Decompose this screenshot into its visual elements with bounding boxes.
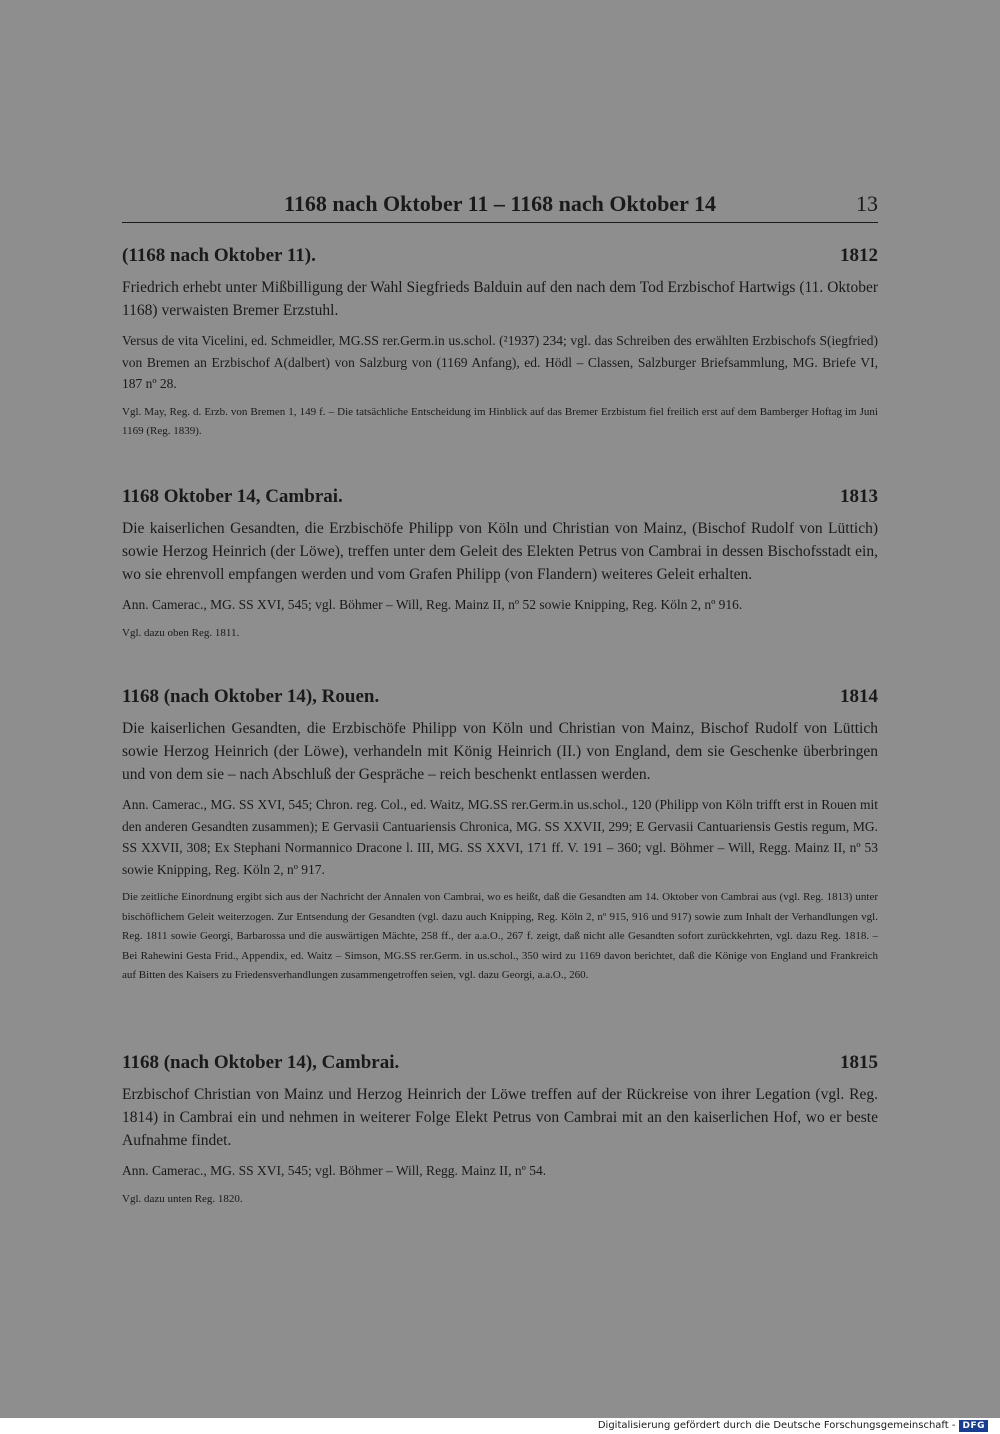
entry-heading (122, 483, 878, 511)
entry-number: 1815 (840, 1052, 878, 1073)
entry-sources: Ann. Camerac., MG. SS XVI, 545; vgl. Böhmer – Will, Reg. Mainz II, nº 52 sowie Knipping, Reg. Köln 2, nº 916. (122, 597, 743, 612)
running-title: 1168 nach Oktober 11 – 1168 nach Oktober 14 (284, 191, 716, 216)
entry-notes: Die zeitliche Einordnung ergibt sich aus der Nachricht der Annalen von Cambrai, wo es heißt, daß die Gesandten am 14. Oktober von Cambrai aus (vgl. Reg. 1813) unter bischöflichem Geleit weiterzogen. Zur Entsendung der Gesandten (vgl. dazu auch Knipping, Reg. Köln 2, nº 915, 916 und 917) sowie zum Inhalt der Verhandlungen vgl. Reg. 1811 sowie Georgi, Barbarossa und die auswärtigen Mächte, 258 ff., der a.a.O., 267 f. zeigt, daß nicht alle Gesandten sofort zurückkehrten, vgl. dazu Reg. 1818. – Bei Rahewini Gesta Frid., Appendix, ed. Waitz – Simson, MG.SS rer.Germ. in us.schol., 350 wird zu 1169 davon berichtet, daß die Könige von England und Frankreich auf Bitten des Kaisers zu Friedensverhandlungen zusammengetroffen seien, vgl. dazu Georgi, a.a.O., 260. (122, 891, 878, 981)
footer-text: Digitalisierung gefördert durch die Deutsche Forschungsgemeinschaft - (597, 1420, 956, 1431)
entry-date: (1168 nach Oktober 11). (122, 245, 316, 266)
entry-sources: Ann. Camerac., MG. SS XVI, 545; Chron. reg. Col., ed. Waitz, MG.SS rer.Germ.in us.schol., 120 (Philipp von Köln trifft erst in Rouen mit den anderen Gesandten zusammen); E Gervasii Cantuariensis Chronica, MG. SS XXVII, 299; E Gervasii Cantuariensis Gestis regum, MG. SS XXVII, 308; Ex Stephani Normannico Dracone l. III, MG. SS XXVI, 171 ff. V. 191 – 360; vgl. Böhmer – Will, Regg. Mainz II, nº 53 sowie Knipping, Reg. Köln 2, nº 917. (122, 797, 878, 877)
entry-summary: Die kaiserlichen Gesandten, die Erzbischöfe Philipp von Köln und Christian von Mainz, (Bischof Rudolf von Lüttich) sowie Herzog Heinrich (der Löwe), treffen unter dem Geleit des Elekten Petrus von Cambrai in dessen Bischofsstadt ein, wo sie ehrenvoll empfangen werden und vom Grafen Philipp (von Flandern) weiteres Geleit erhalten. (122, 520, 878, 583)
entry-date: 1168 Oktober 14, Cambrai. (122, 486, 343, 507)
entry-sources: Ann. Camerac., MG. SS XVI, 545; vgl. Böhmer – Will, Regg. Mainz II, nº 54. (122, 1163, 547, 1178)
entry-notes: Vgl. May, Reg. d. Erzb. von Bremen 1, 149 f. – Die tatsächliche Entscheidung im Hinblick auf das Bremer Erzbistum fiel freilich erst auf dem Bamberger Hoftag im Juni 1169 (Reg. 1839). (122, 405, 878, 437)
entry-notes: Vgl. dazu oben Reg. 1811. (122, 626, 240, 639)
entry-sources: Versus de vita Vicelini, ed. Schmeidler, MG.SS rer.Germ.in us.schol. (²1937) 234; vgl. das Schreiben des erwählten Erzbischofs S(iegfried) von Bremen an Erzbischof A(dalbert) von Salzburg von (1169 Anfang), ed. Hödl – Classen, Salzburger Briefsammlung, MG. Briefe VI, 187 nº 28. (122, 333, 878, 391)
regest-entry-1812 (122, 242, 878, 442)
entry-summary: Erzbischof Christian von Mainz und Herzog Heinrich der Löwe treffen auf der Rückreise von ihrer Legation (vgl. Reg. 1814) in Cambrai ein und nehmen in weiterer Folge Elekt Petrus von Cambrai mit an den kaiserlichen Hof, wo er beste Aufnahme findet. (122, 1086, 878, 1149)
running-head (122, 190, 878, 223)
entry-date: 1168 (nach Oktober 14), Rouen. (122, 686, 380, 707)
regest-entry-1814 (122, 683, 878, 986)
funding-footer (598, 1418, 988, 1434)
entry-number: 1814 (840, 686, 878, 707)
entry-heading (122, 1049, 878, 1077)
entry-heading (122, 683, 878, 711)
page-number: 13 (856, 191, 878, 216)
entry-summary: Die kaiserlichen Gesandten, die Erzbischöfe Philipp von Köln und Christian von Mainz, Bischof Rudolf von Lüttich sowie Herzog Heinrich (der Löwe), verhandeln mit König Heinrich (II.) von England, dem sie Geschenke überbringen und von dem sie – nach Abschluß der Gespräche – reich beschenkt entlassen werden. (122, 720, 878, 783)
entry-number: 1813 (840, 486, 878, 507)
entry-date: 1168 (nach Oktober 14), Cambrai. (122, 1052, 400, 1073)
entry-summary: Friedrich erhebt unter Mißbilligung der Wahl Siegfrieds Balduin auf den nach dem Tod Erzbischof Hartwigs (11. Oktober 1168) verwaisten Bremer Erzstuhl. (122, 279, 878, 319)
regest-entry-1815 (122, 1049, 878, 1209)
regest-entry-1813 (122, 483, 878, 643)
entry-notes: Vgl. dazu unten Reg. 1820. (122, 1192, 243, 1205)
entry-number: 1812 (840, 245, 878, 266)
entry-heading (122, 242, 878, 270)
dfg-logo-icon[interactable]: DFG (959, 1420, 988, 1432)
